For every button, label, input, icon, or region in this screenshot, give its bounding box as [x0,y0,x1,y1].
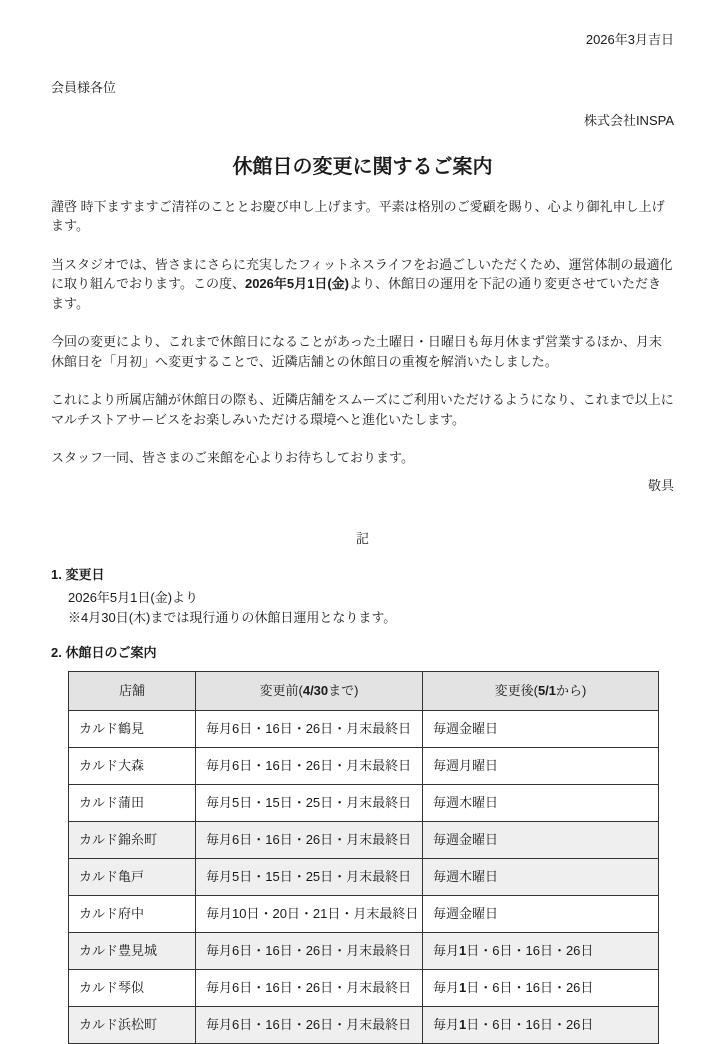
column-header-after: 変更後(5/1から) [423,671,659,710]
shop-cell: カルド琴似 [69,969,196,1006]
closure-schedule-table [68,671,659,1044]
after-cell: 毎週金曜日 [423,710,659,747]
shop-cell: カルド豊見城 [69,932,196,969]
before-cell: 毎月6日・16日・26日・月末最終日 [196,969,423,1006]
shop-cell: カルド錦糸町 [69,821,196,858]
change-date-line: 2026年5月1日(金)より [68,590,199,605]
before-cell: 毎月6日・16日・26日・月末最終日 [196,821,423,858]
table-row [69,821,659,858]
after-cell: 毎週金曜日 [423,821,659,858]
shop-cell: カルド亀戸 [69,858,196,895]
before-cell: 毎月6日・16日・26日・月末最終日 [196,747,423,784]
before-cell: 毎月10日・20日・21日・月末最終日 [196,895,423,932]
shop-cell: カルド鶴見 [69,710,196,747]
after-cell: 毎週木曜日 [423,784,659,821]
body-paragraph-change-date: 当スタジオでは、皆さまにさらに充実したフィットネスライフをお過ごしいただくため、運営体制の最適化に取り組んでおります。この度、2026年5月1日(金)より、休館日の運用を下記の通り変更させていただきます。 [51,256,673,311]
shop-cell: カルド府中 [69,895,196,932]
recipient-line: 会員様各位 [51,79,117,95]
body-paragraph-multistore: これにより所属店舗が休館日の際も、近隣店舗をスムーズにご利用いただけるようになり、これまで以上にマルチストアサービスをお楽しみいただける環境へと進化いたします。 [51,392,674,427]
table-row [69,784,659,821]
before-cell: 毎月6日・16日・26日・月末最終日 [196,1006,423,1043]
before-cell: 毎月5日・15日・25日・月末最終日 [196,858,423,895]
company-name: 株式会社INSPA [583,113,674,128]
body-paragraph-staff: スタッフ一同、皆さまのご来館を心よりお待ちしております。 [51,450,414,465]
document-date: 2026年3月吉日 [585,32,674,47]
table-header-row [69,671,659,710]
table-row [69,932,659,969]
closing-word: 敬具 [647,477,674,493]
after-cell: 毎月1日・6日・16日・26日 [423,1006,659,1043]
page-title: 休館日の変更に関するご案内 [232,155,493,178]
table-row [69,1006,659,1043]
section-heading-change-date: 1. 変更日 [51,566,105,582]
section-body-change-date [68,588,674,627]
column-header-store: 店舗 [69,671,196,710]
body-paragraph-greeting: 謹啓 時下ますますご清祥のこととお慶び申し上げます。平素は格別のご愛顧を賜り、心より御礼申し上げます。 [51,198,665,233]
body-paragraph-weekend-open: 今回の変更により、これまで休館日になることがあった土曜日・日曜日も毎月休まず営業するほか、月末休館日を「月初」へ変更することで、近隣店舗との休館日の重複を解消いたしました。 [51,334,662,369]
before-cell: 毎月5日・15日・25日・月末最終日 [196,784,423,821]
table-row [69,858,659,895]
shop-cell: カルド蒲田 [69,784,196,821]
after-cell: 毎週金曜日 [423,895,659,932]
section-heading-closure-info: 2. 休館日のご案内 [51,645,157,660]
before-cell: 毎月6日・16日・26日・月末最終日 [196,710,423,747]
shop-cell: カルド浜松町 [69,1006,196,1043]
after-cell: 毎月1日・6日・16日・26日 [423,932,659,969]
change-date-note: ※4月30日(木)までは現行通りの休館日運用となります。 [68,609,397,625]
record-marker: 記 [355,531,369,546]
column-header-before: 変更前(4/30まで) [196,671,423,710]
before-cell: 毎月6日・16日・26日・月末最終日 [196,932,423,969]
table-row [69,895,659,932]
after-cell: 毎週木曜日 [423,858,659,895]
after-cell: 毎週月曜日 [423,747,659,784]
table-row [69,710,659,747]
after-cell: 毎月1日・6日・16日・26日 [423,969,659,1006]
table-row [69,969,659,1006]
shop-cell: カルド大森 [69,747,196,784]
table-row [69,747,659,784]
